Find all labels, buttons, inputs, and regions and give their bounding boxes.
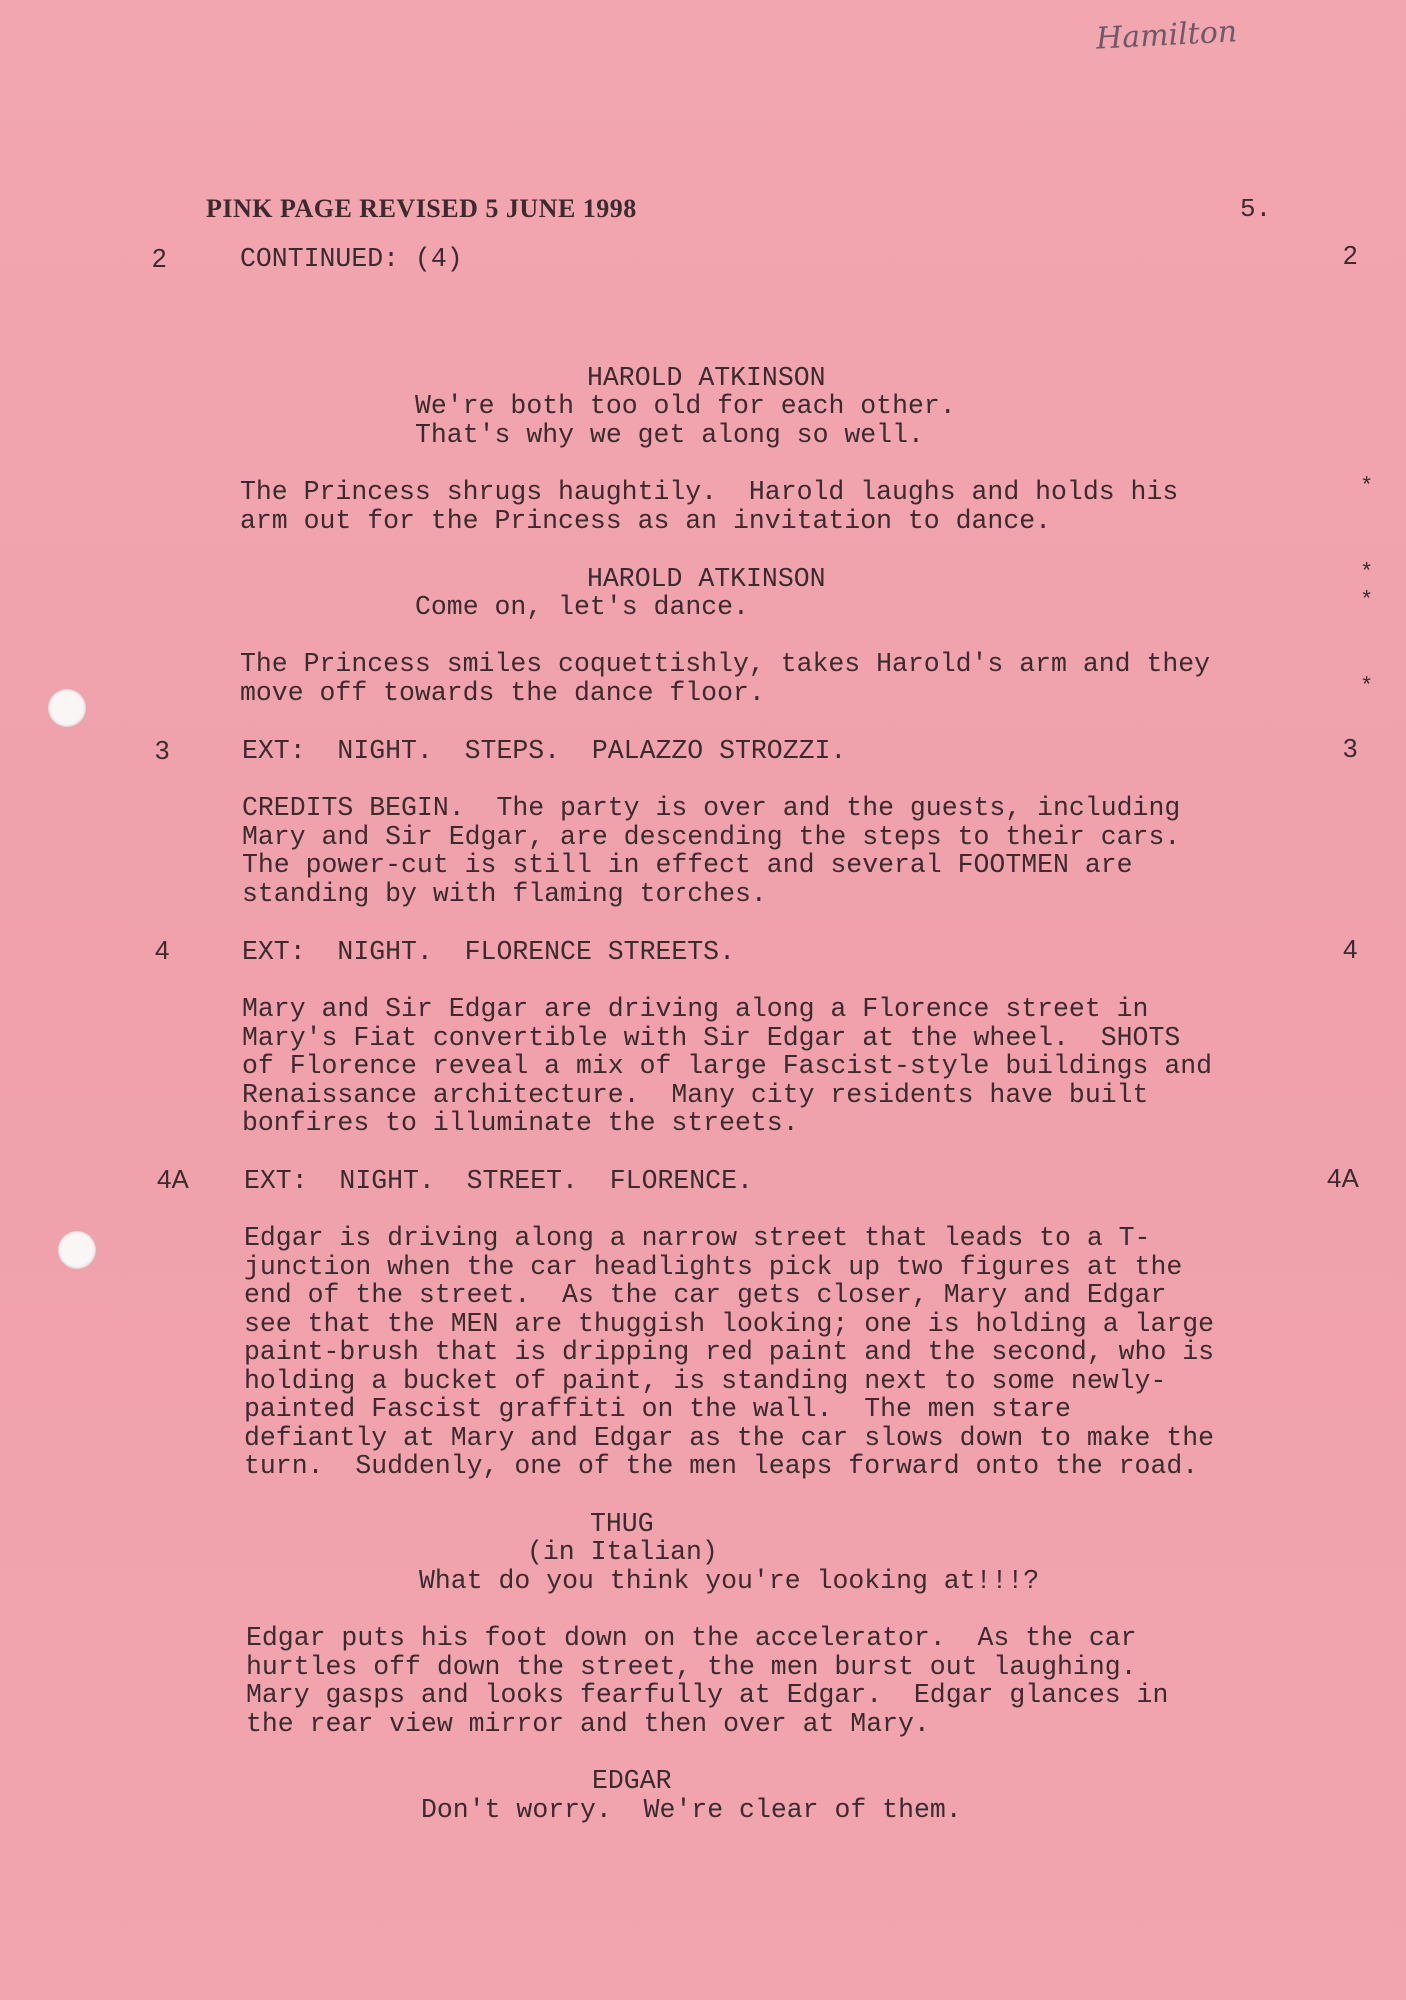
action-line: paint-brush that is dripping red paint and the second, who is xyxy=(244,1337,1215,1367)
revision-asterisk: * xyxy=(1360,474,1374,499)
action-line: standing by with flaming torches. xyxy=(242,879,767,909)
punch-hole xyxy=(48,689,86,727)
action-line: end of the street. As the car gets closer, Mary and Edgar xyxy=(244,1280,1167,1310)
scene-heading: EXT: NIGHT. STREET. FLORENCE. xyxy=(244,1166,753,1196)
scene-number-left: 3 xyxy=(155,735,170,765)
dialogue-line: What do you think you're looking at!!!? xyxy=(419,1566,1040,1596)
action-line: junction when the car headlights pick up two figures at the xyxy=(244,1252,1183,1282)
scene-number-right: 2 xyxy=(1343,240,1358,270)
punch-hole xyxy=(58,1231,96,1269)
action-line: CREDITS BEGIN. The party is over and the guests, including xyxy=(242,793,1181,823)
scene-number-left: 4A xyxy=(157,1164,189,1194)
parenthetical: (in Italian) xyxy=(527,1537,718,1567)
action-line: defiantly at Mary and Edgar as the car slows down to make the xyxy=(244,1423,1215,1453)
action-line: The power-cut is still in effect and several FOOTMEN are xyxy=(242,850,1133,880)
action-line: Edgar is driving along a narrow street that leads to a T- xyxy=(244,1223,1151,1253)
action-line: Mary gasps and looks fearfully at Edgar. Edgar glances in xyxy=(246,1680,1169,1710)
action-line: turn. Suddenly, one of the men leaps forward onto the road. xyxy=(244,1451,1199,1481)
character-name: THUG xyxy=(590,1509,654,1539)
character-name: HAROLD ATKINSON xyxy=(587,564,826,594)
action-line: Mary and Sir Edgar are driving along a Florence street in xyxy=(242,994,1149,1024)
revision-asterisk: * xyxy=(1360,560,1374,585)
action-line: The Princess smiles coquettishly, takes Harold's arm and they xyxy=(240,649,1211,679)
action-line: holding a bucket of paint, is standing next to some newly- xyxy=(244,1366,1167,1396)
action-line: the rear view mirror and then over at Mary. xyxy=(246,1709,930,1739)
scene-number-left: 2 xyxy=(152,243,167,273)
action-line: Renaissance architecture. Many city residents have built xyxy=(242,1080,1149,1110)
dialogue-line: Don't worry. We're clear of them. xyxy=(421,1795,962,1825)
character-name: HAROLD ATKINSON xyxy=(587,363,826,393)
action-line: Edgar puts his foot down on the accelerator. As the car xyxy=(246,1623,1137,1653)
page-number: 5. xyxy=(1240,194,1272,224)
scene-heading: EXT: NIGHT. FLORENCE STREETS. xyxy=(242,937,735,967)
continued-label: CONTINUED: (4) xyxy=(240,244,463,274)
scene-heading: EXT: NIGHT. STEPS. PALAZZO STROZZI. xyxy=(242,736,847,766)
action-line: The Princess shrugs haughtily. Harold laughs and holds his xyxy=(240,477,1179,507)
scene-number-right: 4A xyxy=(1327,1163,1359,1193)
action-line: of Florence reveal a mix of large Fascist-style buildings and xyxy=(242,1051,1213,1081)
dialogue-line: That's why we get along so well. xyxy=(415,420,924,450)
action-line: Mary's Fiat convertible with Sir Edgar at the wheel. SHOTS xyxy=(242,1023,1181,1053)
action-line: arm out for the Princess as an invitation to dance. xyxy=(240,506,1052,536)
scene-number-right: 3 xyxy=(1343,733,1358,763)
action-line: painted Fascist graffiti on the wall. The men stare xyxy=(244,1394,1071,1424)
scene-number-left: 4 xyxy=(155,935,170,965)
revision-asterisk: * xyxy=(1360,674,1374,699)
action-line: hurtles off down the street, the men burst out laughing. xyxy=(246,1652,1137,1682)
revision-asterisk: * xyxy=(1360,588,1374,613)
dialogue-line: We're both too old for each other. xyxy=(415,391,956,421)
handwritten-signature: Hamilton xyxy=(1095,14,1238,57)
revision-header: PINK PAGE REVISED 5 JUNE 1998 xyxy=(206,194,637,223)
action-line: move off towards the dance floor. xyxy=(240,678,765,708)
action-line: bonfires to illuminate the streets. xyxy=(242,1108,799,1138)
character-name: EDGAR xyxy=(592,1766,672,1796)
dialogue-line: Come on, let's dance. xyxy=(415,592,749,622)
action-line: see that the MEN are thuggish looking; one is holding a large xyxy=(244,1309,1215,1339)
action-line: Mary and Sir Edgar, are descending the steps to their cars. xyxy=(242,822,1181,852)
scene-number-right: 4 xyxy=(1343,934,1358,964)
